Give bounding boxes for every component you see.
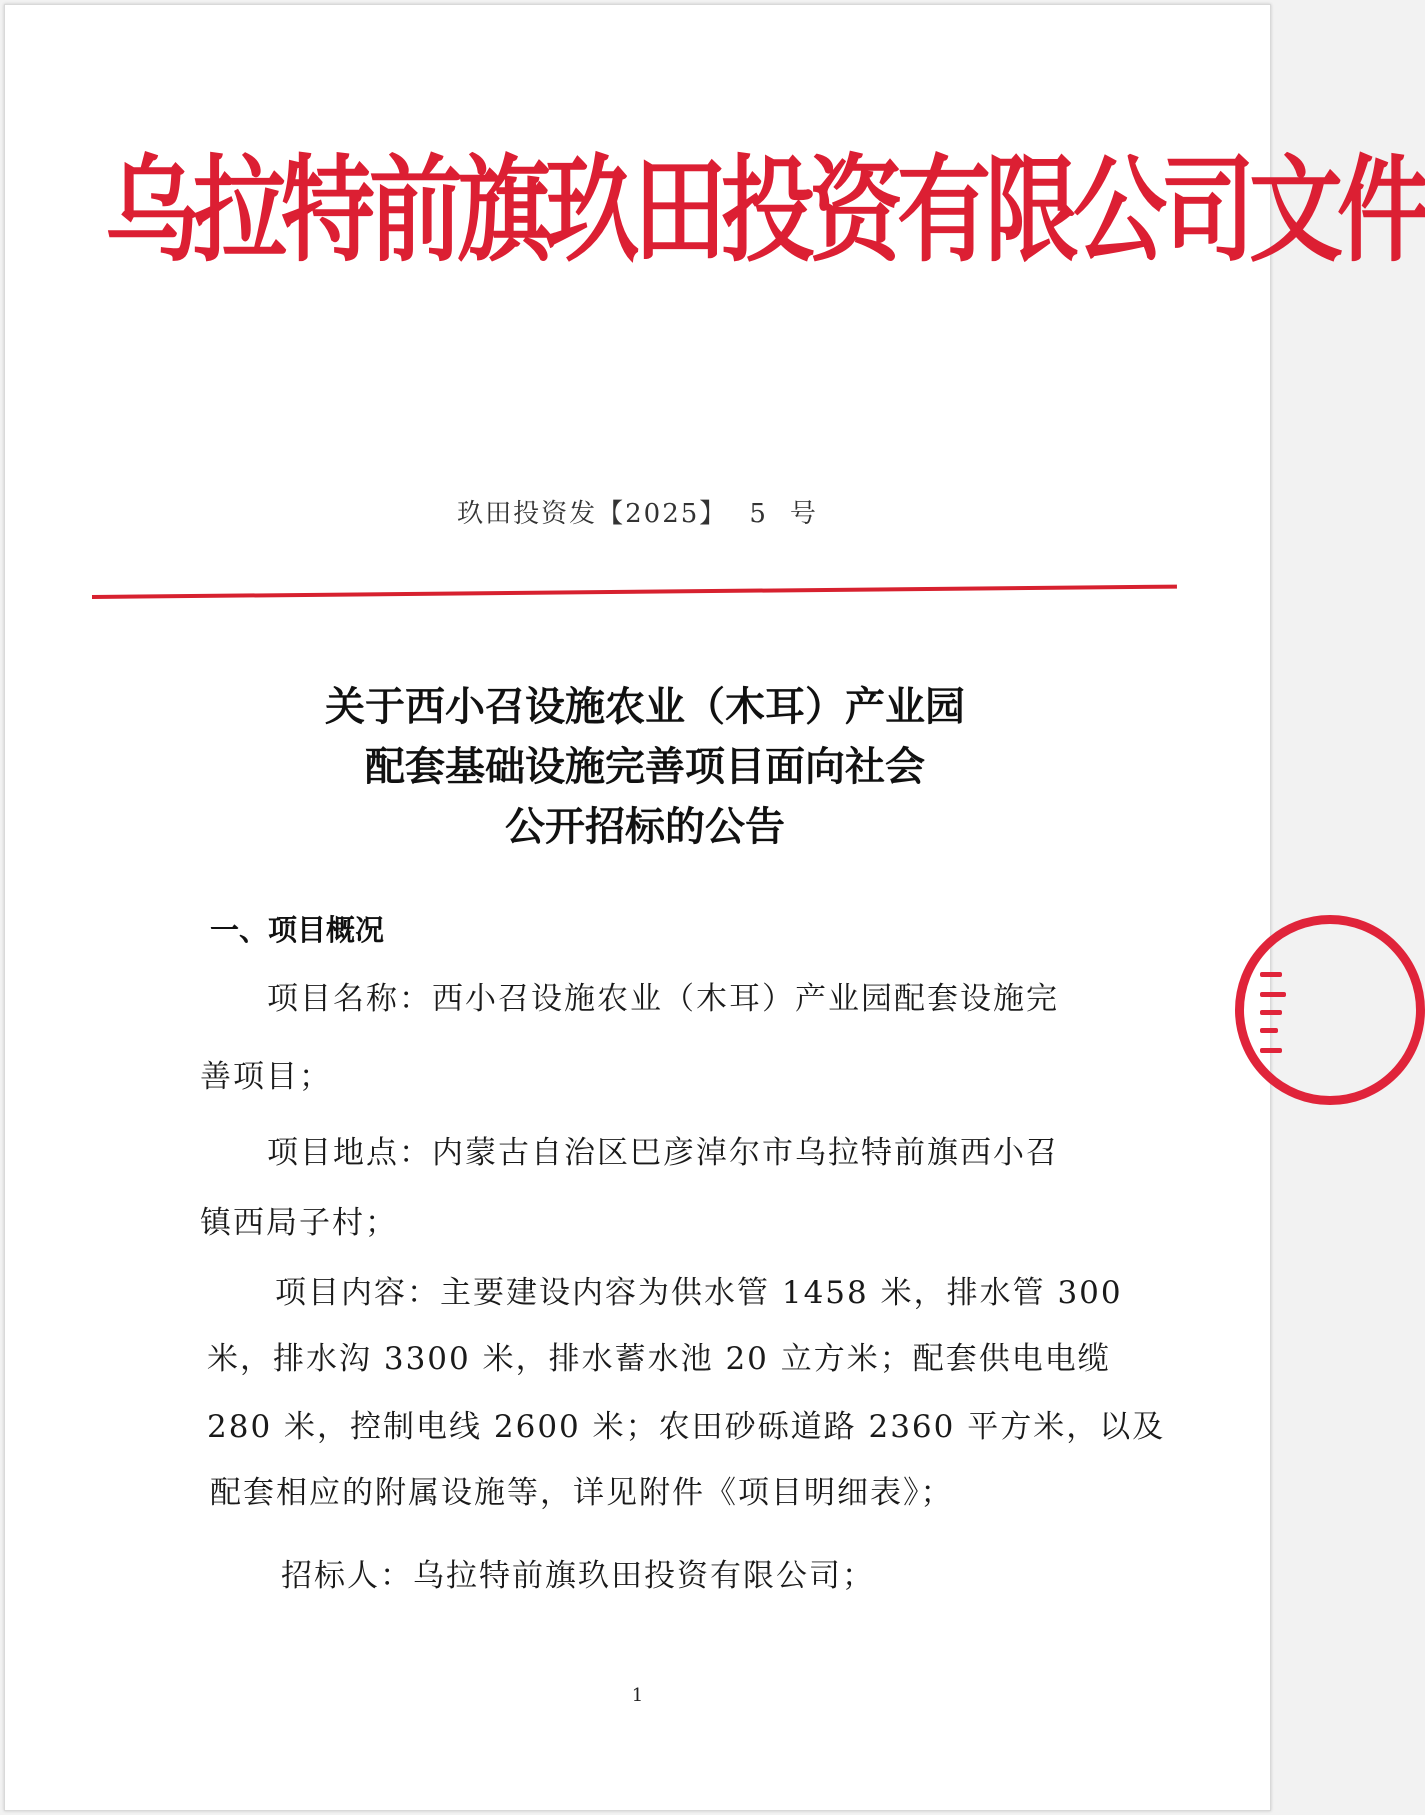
tenderer-line: 招标人：乌拉特前旗玖田投资有限公司；: [281, 1558, 875, 1594]
section-heading-project-overview: 一、项目概况: [210, 913, 385, 947]
seal-mark: [1260, 1048, 1282, 1053]
company-seal-stamp: [1235, 915, 1425, 1105]
project-content-line-3: 280 米，控制电线 2600 米；农田砂砾道路 2360 平方米，以及: [207, 1409, 1166, 1445]
project-location-line-cont: 镇西局子村；: [200, 1205, 398, 1241]
project-content-line-4: 配套相应的附属设施等，详见附件《项目明细表》；: [210, 1475, 954, 1511]
seal-mark: [1260, 1028, 1278, 1033]
document-page: [4, 4, 1425, 1811]
project-name-line-cont: 善项目；: [200, 1059, 332, 1095]
page-number: 1: [631, 1685, 644, 1706]
doc-number-prefix: 玖田投资发: [457, 499, 598, 529]
doc-number-year: 【2025】: [597, 499, 728, 529]
letterhead-title: 乌拉特前旗玖田投资有限公司文件: [105, 145, 1425, 279]
title-line-1: 关于西小召设施农业（木耳）产业园: [325, 684, 965, 730]
project-content-line-1: 项目内容：主要建设内容为供水管 1458 米，排水管 300: [275, 1275, 1123, 1311]
seal-mark: [1260, 1010, 1282, 1015]
seal-mark: [1260, 972, 1282, 977]
project-content-line-2: 米，排水沟 3300 米，排水蓄水池 20 立方米；配套供电电缆: [207, 1341, 1111, 1377]
title-line-3: 公开招标的公告: [505, 804, 785, 850]
document-number: [5, 493, 1270, 530]
red-divider-line: [92, 585, 1177, 599]
title-line-2: 配套基础设施完善项目面向社会: [365, 744, 925, 790]
project-location-line: 项目地点：内蒙古自治区巴彦淖尔市乌拉特前旗西小召: [267, 1135, 1059, 1171]
doc-number-suffix: 号: [789, 499, 818, 529]
announcement-title: [155, 677, 1135, 857]
seal-mark: [1260, 992, 1286, 997]
project-name-line: 项目名称：西小召设施农业（木耳）产业园配套设施完: [267, 981, 1059, 1017]
doc-number-value: 5: [749, 499, 768, 529]
